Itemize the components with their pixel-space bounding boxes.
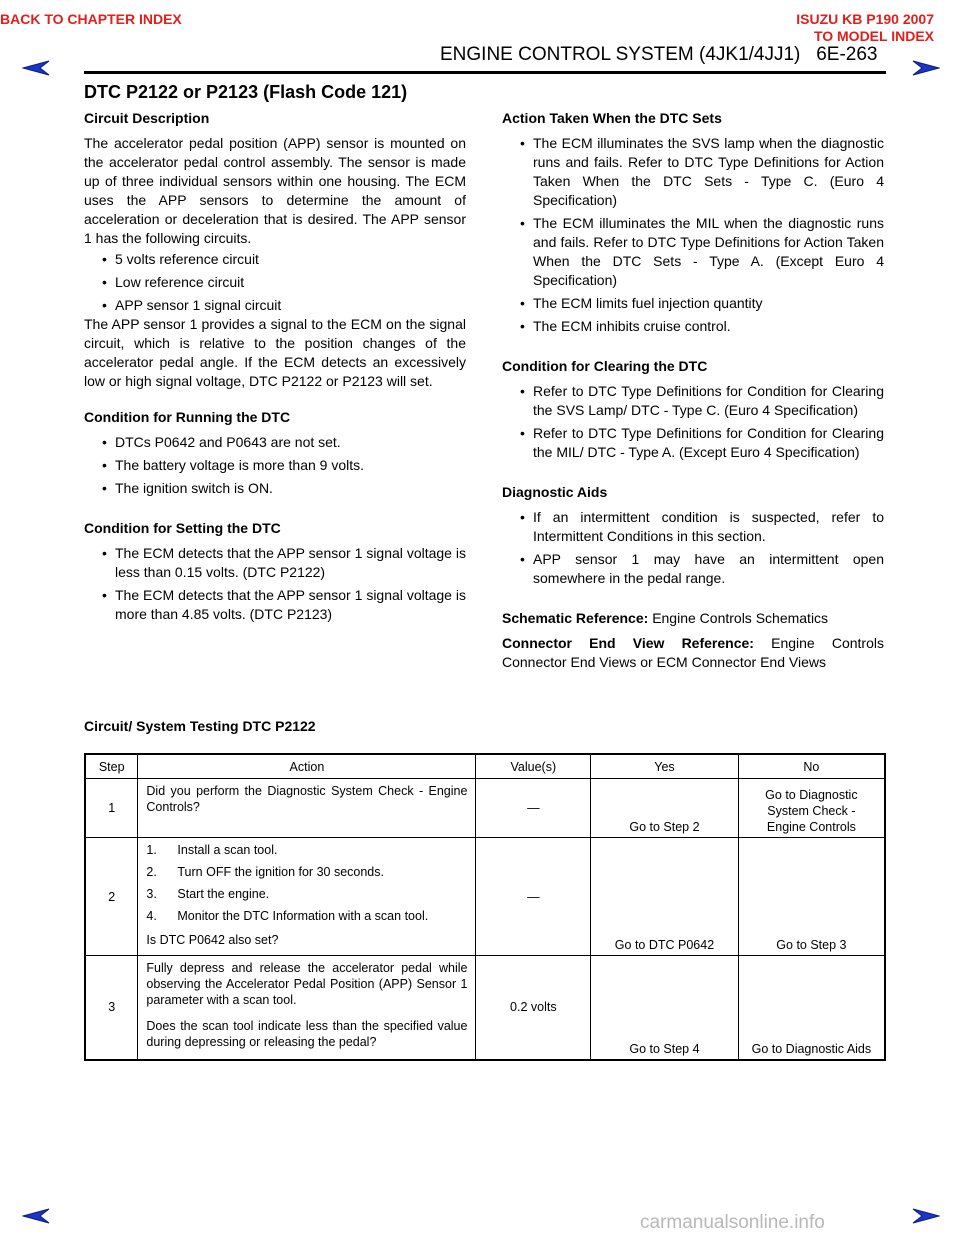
action-text: Fully depress and release the accelerator pedal while observing the Accelerator Pedal Position (APP) Sensor 1 parameter with a scan tool. <box>146 961 468 1007</box>
to-model-index-link[interactable]: TO MODEL INDEX <box>813 28 934 44</box>
diagnostic-aids-heading: Diagnostic Aids <box>502 484 608 500</box>
left-column <box>84 109 466 628</box>
step-action <box>138 956 476 1060</box>
header-step: Step <box>85 754 138 779</box>
list-item: • The battery voltage is more than 9 volts. <box>84 456 466 475</box>
connector-reference-label: Connector End View Reference: <box>502 635 754 651</box>
action-list <box>502 134 884 336</box>
page-title: DTC P2122 or P2123 (Flash Code 121) <box>84 82 408 102</box>
list-item: • DTCs P0642 and P0643 are not set. <box>84 433 466 452</box>
next-page-arrow-icon[interactable] <box>910 60 940 76</box>
list-item: • The ECM illuminates the MIL when the diagnostic runs and fails. Refer to DTC Type Definitions for Action Taken When the DTC Sets - Type A. (Except Euro 4 Specification) <box>502 214 884 290</box>
running-list <box>84 433 466 498</box>
list-item: • The ECM inhibits cruise control. <box>502 317 884 336</box>
step-no: Go to Diagnostic System Check - Engine Controls <box>738 779 885 838</box>
list-item: • Refer to DTC Type Definitions for Condition for Clearing the SVS Lamp/ DTC - Type C. (Euro 4 Specification) <box>502 382 884 420</box>
list-item: • Refer to DTC Type Definitions for Condition for Clearing the MIL/ DTC - Type A. (Except Euro 4 Specification) <box>502 424 884 462</box>
connector-reference-text: Engine Controls Connector End Views or ECM Connector End Views <box>502 635 884 670</box>
clearing-list <box>502 382 884 462</box>
connector-reference <box>502 634 884 672</box>
header-action: Action <box>138 754 476 779</box>
circuit-description-text: The accelerator pedal position (APP) sensor is mounted on the accelerator pedal control assembly. The sensor is made up of three individual sensors within one housing. The ECM uses the APP sensors to determine the amount of acceleration or deceleration that is desired. The APP sensor 1 has the following circuits. <box>84 135 466 246</box>
substep: 3. Start the engine. <box>146 887 270 901</box>
question-text: Does the scan tool indicate less than the specified value during depressing or releasing the pedal? <box>146 1019 468 1049</box>
table-title: Circuit/ System Testing DTC P2122 <box>84 718 316 734</box>
step-no: Go to Diagnostic Aids <box>738 956 885 1060</box>
step-yes: Go to Step 4 <box>591 956 739 1060</box>
step-yes: Go to DTC P0642 <box>591 838 739 956</box>
header-values: Value(s) <box>476 754 591 779</box>
running-header: ENGINE CONTROL SYSTEM (4JK1/4JJ1) 6E-263 <box>440 44 878 65</box>
list-item: • APP sensor 1 may have an intermittent open somewhere in the pedal range. <box>502 550 884 588</box>
schematic-reference-label: Schematic Reference: <box>502 610 649 626</box>
list-item: • The ignition switch is ON. <box>84 479 466 498</box>
substep: 2. Turn OFF the ignition for 30 seconds. <box>146 865 384 879</box>
table-row <box>85 956 885 1060</box>
step-number: 1 <box>85 779 138 838</box>
step-no: Go to Step 3 <box>738 838 885 956</box>
header-divider <box>84 71 886 74</box>
step-number: 3 <box>85 956 138 1060</box>
vehicle-title-link[interactable]: ISUZU KB P190 2007 <box>796 11 934 27</box>
step-value: 0.2 volts <box>476 956 591 1060</box>
table-row <box>85 779 885 838</box>
step-action <box>138 838 476 956</box>
circuit-list <box>84 250 466 315</box>
schematic-reference <box>502 609 884 628</box>
action-text: Did you perform the Diagnostic System Check - Engine Controls? <box>146 784 468 814</box>
step-value: — <box>476 779 591 838</box>
previous-page-arrow-icon[interactable] <box>22 60 52 76</box>
list-item: • 5 volts reference circuit <box>84 250 466 269</box>
list-item: • The ECM detects that the APP sensor 1 signal voltage is more than 4.85 volts. (DTC P2123) <box>84 586 466 624</box>
step-action <box>138 779 476 838</box>
action-heading: Action Taken When the DTC Sets <box>502 110 722 126</box>
table-row <box>85 838 885 956</box>
back-to-chapter-index-link[interactable]: BACK TO CHAPTER INDEX <box>0 11 182 27</box>
diagnostic-steps-table <box>84 753 886 1061</box>
watermark: carmanualsonline.info <box>640 1212 825 1233</box>
list-item: • The ECM detects that the APP sensor 1 signal voltage is less than 0.15 volts. (DTC P2122) <box>84 544 466 582</box>
previous-page-arrow-icon[interactable] <box>22 1208 52 1224</box>
circuit-signal-text: The APP sensor 1 provides a signal to the ECM on the signal circuit, which is relative to the position changes of the accelerator pedal angle. If the ECM detects an excessively low or high signal voltage, DTC P2122 or P2123 will set. <box>84 316 466 389</box>
schematic-reference-text: Engine Controls Schematics <box>652 610 829 626</box>
substep: 1. Install a scan tool. <box>146 843 278 857</box>
aids-list <box>502 508 884 588</box>
header-yes: Yes <box>591 754 739 779</box>
setting-heading: Condition for Setting the DTC <box>84 520 281 536</box>
list-item: • If an intermittent condition is suspected, refer to Intermittent Conditions in this section. <box>502 508 884 546</box>
step-yes: Go to Step 2 <box>591 779 739 838</box>
right-column <box>502 109 884 678</box>
setting-list <box>84 544 466 624</box>
question-text: Is DTC P0642 also set? <box>146 933 279 947</box>
running-heading: Condition for Running the DTC <box>84 409 291 425</box>
table-header-row <box>85 754 885 779</box>
step-number: 2 <box>85 838 138 956</box>
list-item: • The ECM limits fuel injection quantity <box>502 294 884 313</box>
next-page-arrow-icon[interactable] <box>910 1208 940 1224</box>
circuit-description-heading: Circuit Description <box>84 110 210 126</box>
substep-list <box>146 842 467 924</box>
list-item: • The ECM illuminates the SVS lamp when the diagnostic runs and fails. Refer to DTC Type Definitions for Action Taken When the DTC Sets - Type C. (Euro 4 Specification) <box>502 134 884 210</box>
header-no: No <box>738 754 885 779</box>
substep: 4. Monitor the DTC Information with a scan tool. <box>146 909 429 923</box>
list-item: • Low reference circuit <box>84 273 466 292</box>
step-value: — <box>476 838 591 956</box>
list-item: • APP sensor 1 signal circuit <box>84 296 466 315</box>
clearing-heading: Condition for Clearing the DTC <box>502 358 708 374</box>
